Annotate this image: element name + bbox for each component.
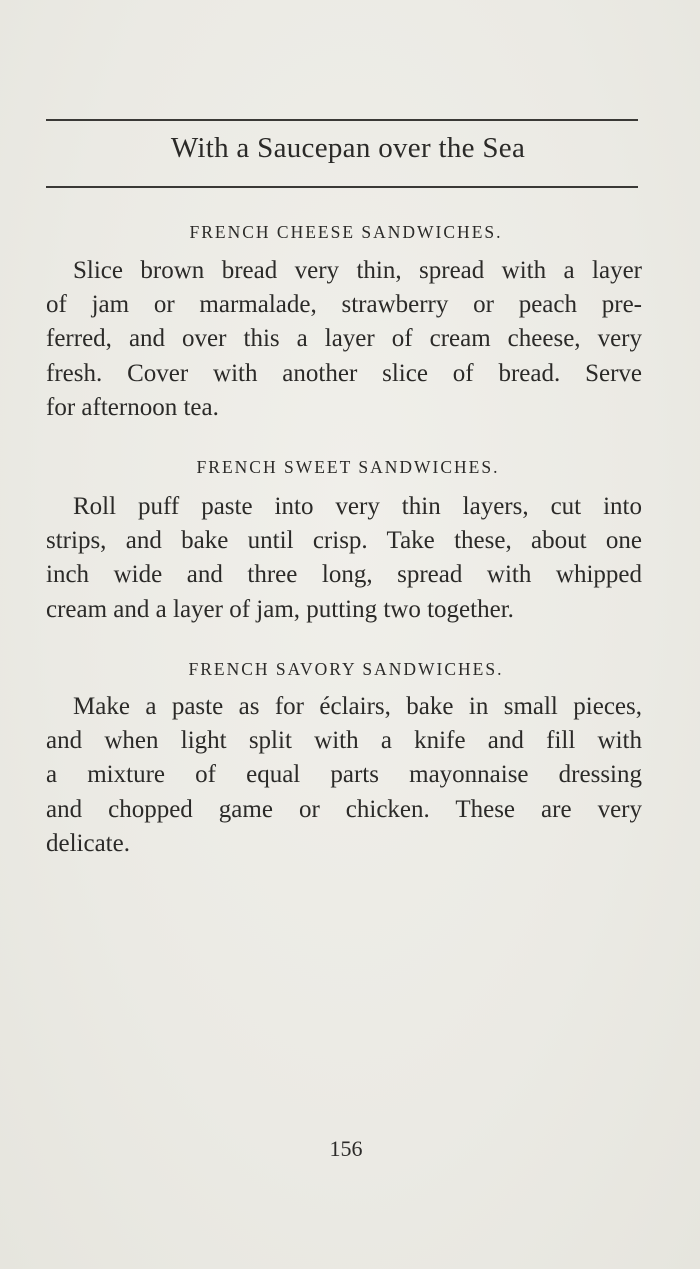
paragraph-line: inch wide and three long, spread with whipped xyxy=(46,561,642,589)
paragraph-line: Make a paste as for éclairs, bake in small pieces, xyxy=(73,693,642,720)
section-heading-savory-sandwiches: FRENCH SAVORY SANDWICHES. xyxy=(188,659,504,679)
paragraph-line: and chopped game or chicken. These are very xyxy=(46,795,642,823)
header-rule-bottom xyxy=(46,186,638,188)
paragraph-line: a mixture of equal parts mayonnaise dressing xyxy=(46,761,642,789)
section-heading-sweet-sandwiches: FRENCH SWEET SANDWICHES. xyxy=(196,457,500,477)
paragraph-line: delicate. xyxy=(46,829,130,857)
section-heading-cheese-sandwiches: FRENCH CHEESE SANDWICHES. xyxy=(189,222,503,242)
paragraph-line: for afternoon tea. xyxy=(46,393,219,421)
recipe-paragraph-cheese-sandwiches xyxy=(46,254,642,425)
paragraph-line: and when light split with a knife and fill with xyxy=(46,727,642,755)
recipe-paragraph-savory-sandwiches xyxy=(46,690,642,861)
running-header-title: With a Saucepan over the Sea xyxy=(170,132,526,164)
header-rule-top xyxy=(46,119,638,121)
paragraph-line: fresh. Cover with another slice of bread. Serve xyxy=(46,359,642,387)
page-number: 156 xyxy=(329,1136,363,1161)
paragraph-line: Slice brown bread very thin, spread with a layer xyxy=(73,257,642,284)
paragraph-line: cream and a layer of jam, putting two together. xyxy=(46,595,514,623)
paragraph-line: of jam or marmalade, strawberry or peach pre- xyxy=(46,291,642,319)
paragraph-line: strips, and bake until crisp. Take these, about one xyxy=(46,527,642,555)
recipe-paragraph-sweet-sandwiches xyxy=(46,490,642,627)
paragraph-line: ferred, and over this a layer of cream cheese, very xyxy=(46,325,642,353)
paragraph-line: Roll puff paste into very thin layers, cut into xyxy=(73,493,642,520)
